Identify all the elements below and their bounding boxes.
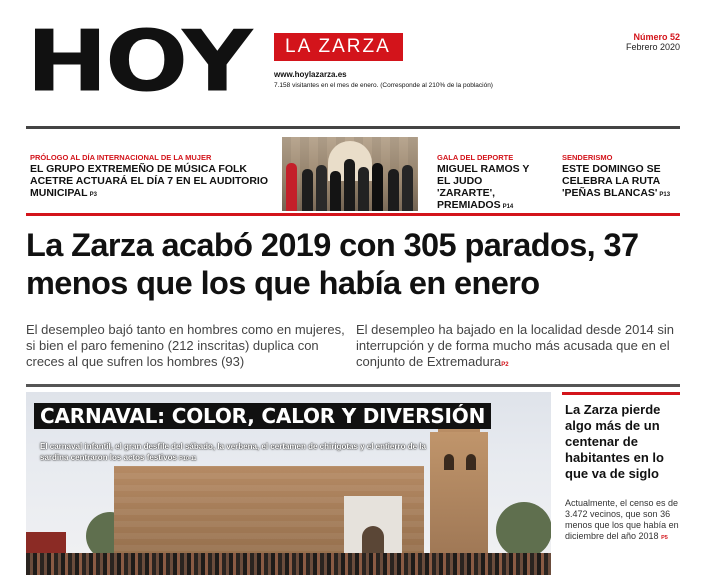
- teaser-kicker: GALA DEL DEPORTE: [437, 153, 514, 162]
- teaser-divider: [26, 213, 680, 216]
- teaser-acetre[interactable]: [30, 153, 270, 201]
- masthead-divider: [26, 126, 680, 129]
- side-body: Actualmente, el censo es de 3.472 vecinos, que son 36 menos que los que había en diciembre del año 2018 P5: [565, 498, 679, 541]
- section-divider: [26, 384, 680, 387]
- page-ref: P3: [89, 192, 97, 198]
- page-ref: P14: [502, 204, 514, 210]
- photo-caption: El carnaval infantil, el gran desfile del sábado, la verbena, el certamen de chirigotas y el entierro de la sardina centraron los actos festivos P10-11: [40, 442, 426, 462]
- deck-right: El desempleo ha bajado en la localidad desde 2014 sin interrupción y de forma mucho más acusada que en el conjunto de ExtremaduraP2: [356, 322, 675, 369]
- teaser-title: ESTE DOMINGO SE CELEBRA LA RUTA 'PEÑAS BLANCAS' P13: [562, 163, 671, 199]
- page-ref: P5: [661, 535, 668, 541]
- side-headline[interactable]: La Zarza pierde algo más de un centenar de habitantes en lo que va de siglo: [565, 402, 664, 481]
- teaser-kicker: SENDERISMO: [562, 153, 613, 162]
- issue-date: Febrero 2020: [625, 42, 680, 52]
- issue-number: Número 52: [633, 32, 680, 42]
- visitors-note: 7.158 visitantes en el mes de enero. (Corresponde al 210% de la población): [274, 82, 493, 89]
- carnival-photo[interactable]: [26, 392, 551, 575]
- deck-left: El desempleo bajó tanto en hombres como en mujeres, si bien el paro femenino (212 inscritas) duplica con creces al que sufren los hombres (93): [26, 322, 345, 369]
- page-ref: P2: [501, 362, 509, 368]
- edition-label: LA ZARZA: [274, 33, 403, 61]
- main-headline[interactable]: La Zarza acabó 2019 con 305 parados, 37 menos que los que había en enero: [26, 227, 639, 301]
- teaser-gala-deporte[interactable]: [437, 153, 541, 213]
- side-divider: [562, 392, 680, 395]
- teaser-title: MIGUEL RAMOS Y EL JUDO 'ZARARTE', PREMIADOS P14: [437, 163, 530, 211]
- website-link[interactable]: www.hoylazarza.es: [274, 70, 347, 79]
- page-ref: P13: [659, 192, 671, 198]
- page-ref: P10-11: [179, 456, 197, 462]
- newspaper-logo: HOY: [26, 13, 250, 112]
- teaser-title: EL GRUPO EXTREMEÑO DE MÚSICA FOLK ACETRE ACTUARÁ EL DÍA 7 EN EL AUDITORIO MUNICIPAL P3: [30, 163, 269, 199]
- teaser-kicker: PRÓLOGO AL DÍA INTERNACIONAL DE LA MUJER: [30, 153, 212, 162]
- teaser-photo-folk-group: [282, 137, 418, 211]
- photo-banner: CARNAVAL: COLOR, CALOR Y DIVERSIÓN: [34, 403, 491, 429]
- issue-info: [626, 32, 680, 52]
- crowd: [26, 553, 551, 575]
- teaser-senderismo[interactable]: [562, 153, 680, 201]
